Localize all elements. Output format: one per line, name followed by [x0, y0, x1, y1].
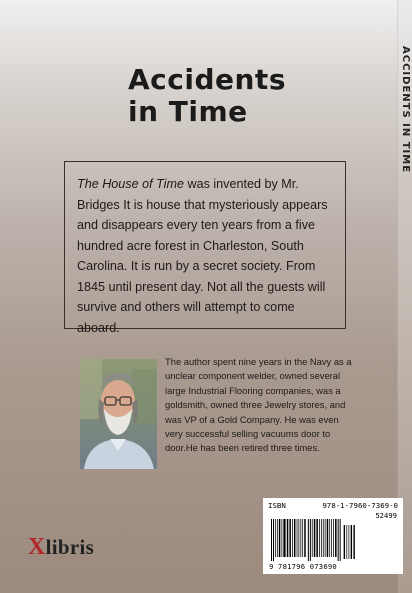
title-line-2: in Time — [128, 95, 248, 128]
barcode-bar — [329, 519, 330, 557]
author-photo — [80, 359, 157, 469]
barcode-bar — [327, 519, 329, 557]
isbn-label: ISBN — [268, 501, 286, 510]
barcode-bar — [338, 519, 339, 561]
barcode-bar — [310, 519, 311, 561]
barcode-bar — [277, 519, 278, 557]
barcode-bar — [333, 519, 334, 557]
synopsis-italic-lead: The House of Time — [77, 177, 184, 191]
publisher-logo-name: libris — [45, 535, 95, 559]
barcode-bar — [287, 519, 289, 557]
barcode-bar — [302, 519, 303, 557]
author-bio: The author spent nine years in the Navy as a unclear component welder, owned several large Industrial Flooring companies, was a goldsmith, owned three Jewelry stores, and was VP of a Gold Company. He was even very successful selling vacuums door to door.He has been retired three times. — [165, 356, 352, 454]
synopsis-text: was invented by Mr. Bridges It is house that mysteriously appears and disappears every ten years from a five hundred acre forest in Charleston, South Carolina. It is run by a secret society. From 1845 until present day. Not all the guests will survive and others will attempt to come aboard. — [77, 177, 328, 335]
barcode-bar — [321, 519, 322, 557]
barcode-bar — [308, 519, 309, 561]
synopsis-box — [64, 161, 346, 335]
price-barcode-bar — [353, 525, 354, 559]
barcode-bar — [335, 519, 337, 557]
barcode-bar — [312, 519, 313, 557]
barcode-bar — [323, 519, 324, 557]
barcode-bar — [325, 519, 326, 557]
isbn-line — [268, 502, 398, 510]
spine-title: ACCIDENTS IN TIME — [400, 46, 411, 174]
barcode-bar — [300, 519, 301, 557]
barcode-bar — [304, 519, 306, 557]
barcode-bar — [279, 519, 281, 557]
barcode-bar — [340, 519, 341, 561]
barcode-digits: 9 781796 073690 — [269, 562, 337, 571]
barcode-bar — [294, 519, 296, 557]
barcode-bar — [289, 519, 291, 557]
price-barcode-bar — [344, 525, 345, 559]
isbn-number: 978-1-7960-7369-0 — [322, 501, 398, 510]
publisher-logo — [28, 534, 94, 561]
barcode-bar — [271, 519, 272, 561]
book-title — [128, 64, 328, 128]
barcode-bars — [270, 519, 398, 561]
price-barcode-bar — [349, 525, 350, 559]
price-barcode-bar — [346, 525, 347, 559]
barcode-bar — [316, 519, 318, 557]
title-line-1: Accidents — [128, 63, 286, 96]
isbn-barcode-panel — [263, 498, 403, 574]
barcode-bar — [282, 519, 283, 557]
barcode-bar — [283, 519, 285, 557]
barcode-bar — [331, 519, 332, 557]
author-portrait-image — [80, 359, 157, 469]
barcode-bar — [297, 519, 298, 557]
barcode-bar — [292, 519, 293, 557]
barcode-bar — [273, 519, 274, 561]
barcode-bar — [299, 519, 300, 557]
price-barcode-bar — [351, 525, 352, 559]
barcode-bar — [314, 519, 316, 557]
publisher-logo-mark: X — [28, 534, 46, 560]
barcode-bar — [275, 519, 276, 557]
price-code: 52499 — [375, 511, 397, 520]
barcode-bar — [319, 519, 320, 557]
